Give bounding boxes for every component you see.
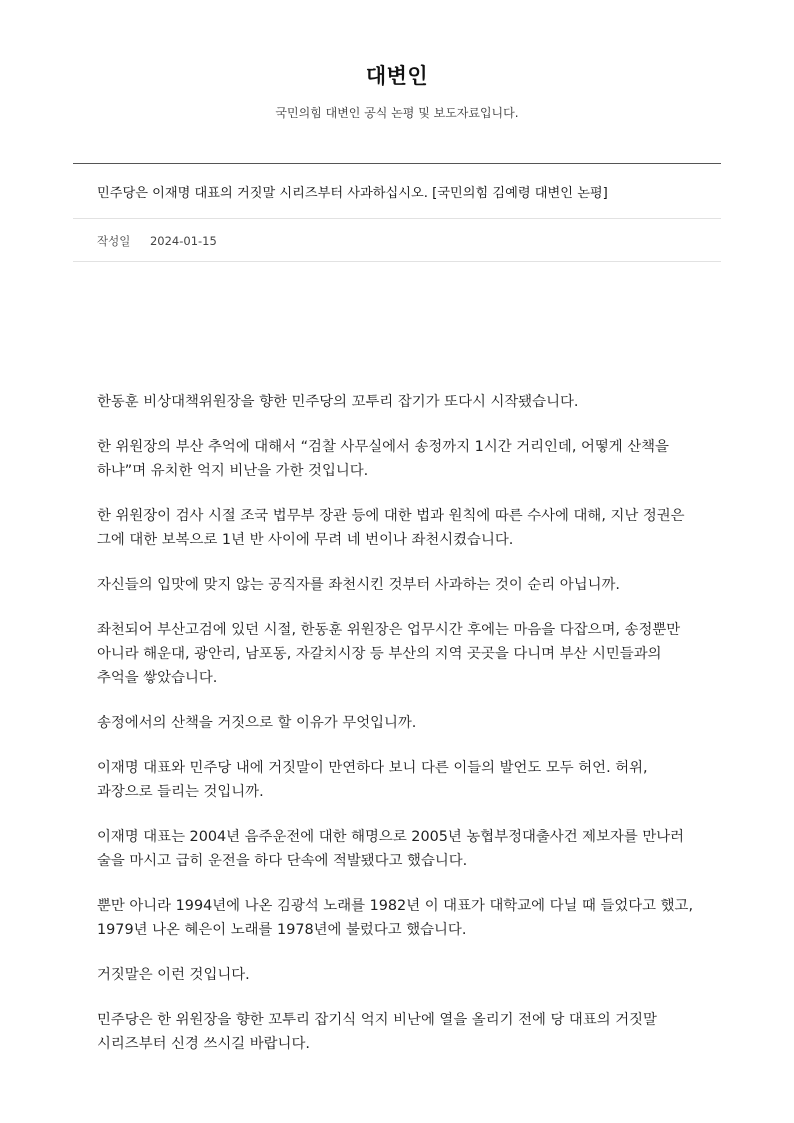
site-subtitle: 국민의힘 대변인 공식 논평 및 보도자료입니다. [275,106,519,120]
paragraph: 거짓말은 이런 것입니다. [97,967,250,983]
paragraph: 한동훈 비상대책위원장을 향한 민주당의 꼬투리 잡기가 또다시 시작됐습니다. [97,394,579,410]
article-body [97,390,697,1077]
header-divider [73,163,721,164]
paragraph: 한 위원장의 부산 추억에 대해서 “검찰 사무실에서 송정까지 1시간 거리인데, 어떻게 산책을 하냐”며 유치한 억지 비난을 가한 것입니다. [97,439,669,479]
paragraph: 송정에서의 산책을 거짓으로 할 이유가 무엇입니까. [97,715,417,731]
paragraph: 한 위원장이 검사 시절 조국 법무부 장관 등에 대한 법과 원칙에 따른 수사에 대해, 지난 정권은 그에 대한 보복으로 1년 반 사이에 무려 네 번이나 좌천시켰습니다. [97,508,685,548]
paragraph: 자신들의 입맛에 맞지 않는 공직자를 좌천시킨 것부터 사과하는 것이 순리 아닙니까. [97,577,620,593]
post-title: 민주당은 이재명 대표의 거짓말 시리즈부터 사과하십시오. [국민의힘 김예령 대변인 논평] [97,186,608,201]
paragraph: 이재명 대표와 민주당 내에 거짓말이 만연하다 보니 다른 이들의 발언도 모두 허언. 허위, 과장으로 들리는 것입니까. [97,760,648,800]
date-value: 2024-01-15 [149,234,217,248]
title-divider [73,218,721,219]
paragraph: 좌천되어 부산고검에 있던 시절, 한동훈 위원장은 업무시간 후에는 마음을 다잡으며, 송정뿐만 아니라 해운대, 광안리, 남포동, 자갈치시장 등 부산의 지역 곳곳을 다니며 부산 시민들과의 추억을 쌓았습니다. [97,622,681,686]
date-label: 작성일 [97,234,131,248]
site-title: 대변인 [365,64,429,88]
post-meta [97,233,217,249]
paragraph: 이재명 대표는 2004년 음주운전에 대한 해명으로 2005년 농협부정대출사건 제보자를 만나러 술을 마시고 급히 운전을 하다 단속에 적발됐다고 했습니다. [97,829,685,869]
meta-divider [73,261,721,262]
paragraph: 뿐만 아니라 1994년에 나온 김광석 노래를 1982년 이 대표가 대학교에 다닐 때 들었다고 했고, 1979년 나온 혜은이 노래를 1978년에 불렀다고 했습니다. [97,898,694,938]
paragraph: 민주당은 한 위원장을 향한 꼬투리 잡기식 억지 비난에 열을 올리기 전에 당 대표의 거짓말 시리즈부터 신경 쓰시길 바랍니다. [97,1012,657,1052]
